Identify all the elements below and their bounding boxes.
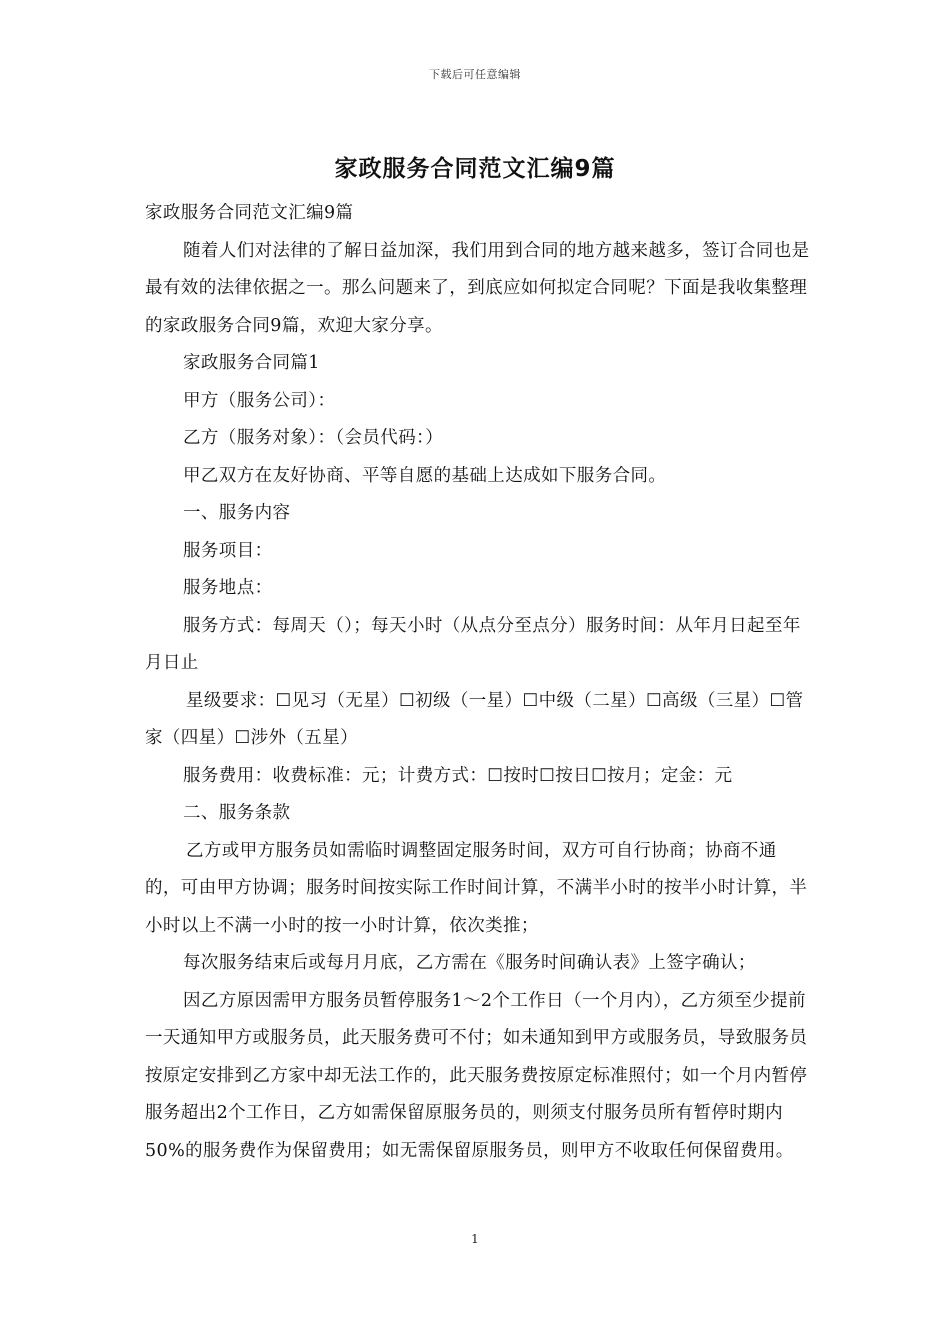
- party-a-line: 甲方（服务公司）：: [183, 390, 336, 411]
- section-heading-contract-1: 家政服务合同篇1: [183, 353, 320, 373]
- intro-paragraph: 随着人们对法律的了解日益加深，我们用到合同的地方越来越多，签订合同也是最有效的法律依据之一。那么问题来了，到底应如何拟定合同呢？下面是我收集整理的家政服务合同9篇，欢迎大家分享。: [145, 240, 810, 336]
- subtitle-line: 家政服务合同范文汇编9篇: [145, 203, 354, 223]
- service-fee-paragraph: 服务费用：收费标准：元；计费方式：☐按时☐按日☐按月；定金：元: [183, 765, 733, 786]
- service-item-line: 服务项目：: [183, 540, 273, 561]
- document-body: [145, 195, 810, 1170]
- section-heading-service-content: 一、服务内容: [183, 503, 291, 523]
- agreement-statement: 甲乙双方在友好协商、平等自愿的基础上达成如下服务合同。: [183, 465, 667, 486]
- document-title: 家政服务合同范文汇编9篇: [334, 156, 616, 182]
- service-method-paragraph: 服务方式：每周天（）；每天小时（从点分至点分）服务时间：从年月日起至年月日止: [145, 615, 801, 673]
- page-number: 1: [471, 1232, 479, 1246]
- star-level-paragraph: 星级要求：☐见习（无星）☐初级（一星）☐中级（二星）☐高级（三星）☐管家（四星）☐涉外（五星）: [145, 690, 804, 748]
- section-heading-service-terms: 二、服务条款: [183, 803, 291, 823]
- party-b-line: 乙方（服务对象）：（会员代码：）: [183, 428, 444, 448]
- schedule-adjust-paragraph: 乙方或甲方服务员如需临时调整固定服务时间，双方可自行协商；协商不通的，可由甲方协调；服务时间按实际工作时间计算，不满半小时的按半小时计算，半小时以上不满一小时的按一小时计算，依次类推；: [145, 840, 808, 936]
- confirmation-paragraph: 每次服务结束后或每月月底，乙方需在《服务时间确认表》上签字确认；: [183, 953, 756, 973]
- service-location-line: 服务地点：: [183, 578, 273, 598]
- suspension-paragraph: 因乙方原因需甲方服务员暂停服务1～2个工作日（一个月内），乙方须至少提前一天通知甲方或服务员，此天服务费可不付；如未通知到甲方或服务员，导致服务员按原定安排到乙方家中却无法工作的，此天服务费按原定标准照付；如一个月内暂停服务超出2个工作日，乙方如需保留原服务员的，则须支付服务员所有暂停时期内50%的服务费作为保留费用；如无需保留原服务员，则甲方不收取任何保留费用。: [145, 990, 808, 1161]
- header-note: 下载后可任意编辑: [429, 68, 521, 81]
